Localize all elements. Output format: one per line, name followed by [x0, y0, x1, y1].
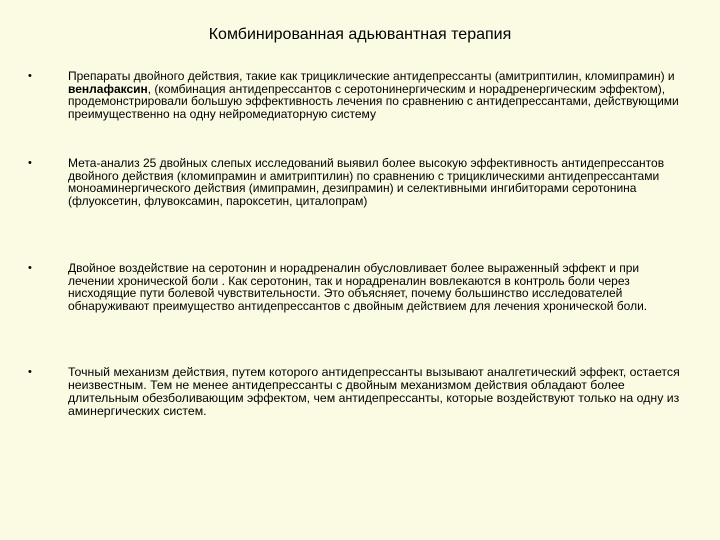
bullet-text-part: , (комбинация антидепрессантов с серотонинергическим и норадренергическим эффектом), продемонстрировали большую эффективность лечения по сравнению с антидепрессантами, действующими преимущественно на одну нейромедиаторную систему: [68, 81, 679, 121]
bullet-icon: •: [28, 262, 32, 274]
bullet-text: Мета-анализ 25 двойных слепых исследований выявил более высокую эффективность антидепрессантов двойного действия (кломипрамин и амитриптилин) по сравнению с трициклическими антидепрессантами моноаминергического действия (имипрамин, дезипрамин) и селективными ингибиторами серотонина (флуоксетин, флувоксамин, пароксетин, циталопрам): [68, 156, 665, 208]
bullet-text: Точный механизм действия, путем которого антидепрессанты вызывают аналгетический эффект, остается неизвестным. Тем не менее антидепрессанты с двойным механизмом действия обладают более длительным обезболивающим эффектом, чем антидепрессанты, которые воздействуют только на одну из аминергических систем.: [68, 365, 680, 418]
bullet-text: [68, 70, 680, 120]
bullet-text-bold: венлафаксин: [68, 81, 148, 96]
slide-title: Комбинированная адьювантная терапия: [208, 26, 512, 43]
bullet-text-part: Препараты двойного действия, такие как трициклические антидепрессанты (амитриптилин, кломипрамин) и: [68, 69, 675, 83]
bullet-icon: •: [28, 366, 32, 378]
bullet-icon: •: [28, 70, 32, 82]
bullet-text: Двойное воздействие на серотонин и норадреналин обусловливает более выраженный эффект и при лечении хронической боли . Как серотонин, так и норадреналин вовлекаются в контроль боли через нисходящие пути болевой чувствительности. Это объясняет, почему большинство исследователей обнаруживают преимущество антидепрессантов с двойным действием для лечения хронической боли.: [68, 261, 648, 313]
bullet-icon: •: [28, 157, 32, 169]
